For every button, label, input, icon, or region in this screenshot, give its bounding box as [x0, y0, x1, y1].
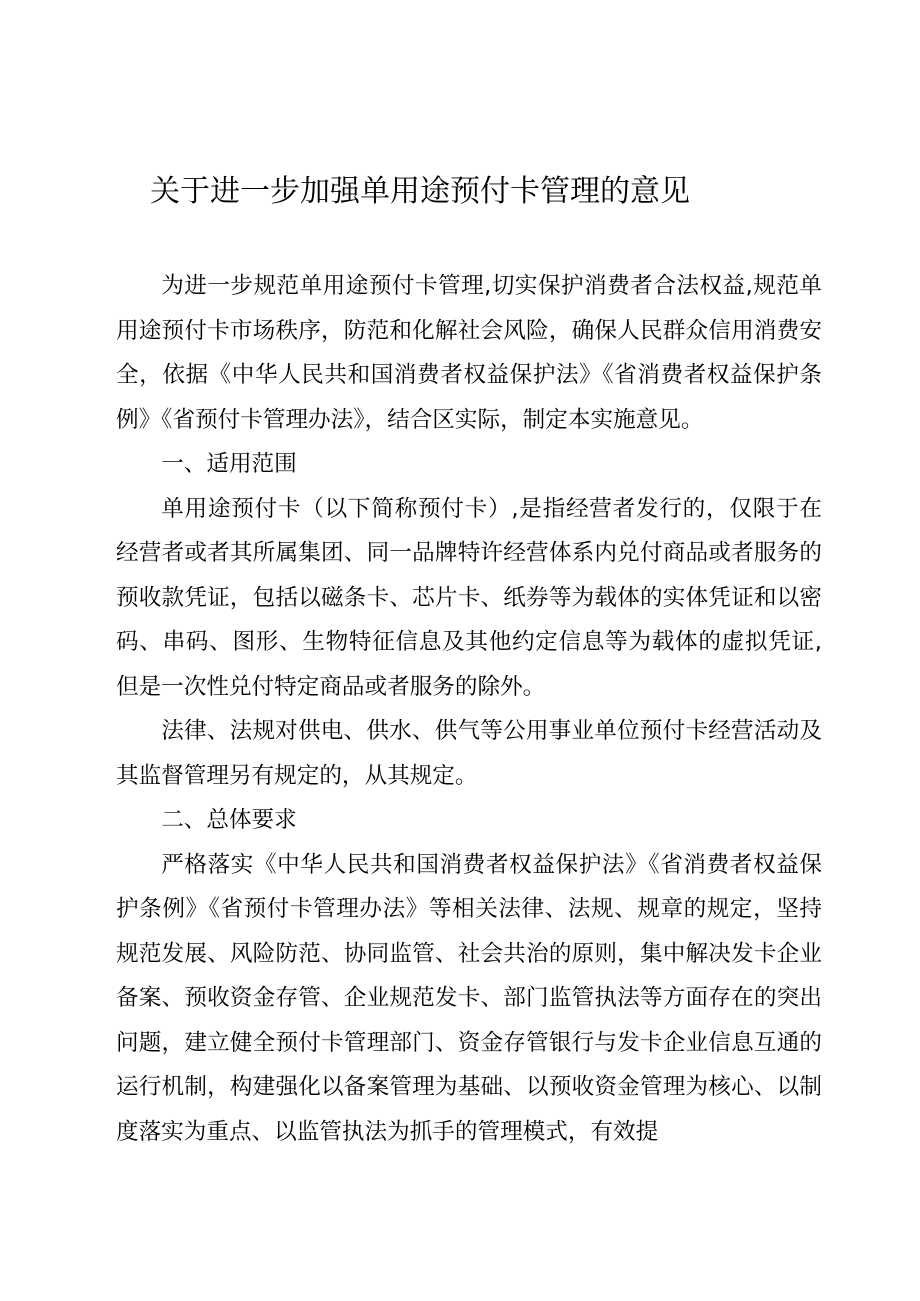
requirements-paragraph: 严格落实《中华人民共和国消费者权益保护法》《省消费者权益保护条例》《省预付卡管理办法》等相关法律、法规、规章的规定，坚持规范发展、风险防范、协同监管、社会共治的原则，集中解决发卡企业备案、预收资金存管、企业规范发卡、部门监管执法等方面存在的突出问题，建立健全预付卡管理部门、资金存管银行与发卡企业信息互通的运行机制，构建强化以备案管理为基础、以预收资金管理为核心、以制度落实为重点、以监管执法为抓手的管理模式，有效提 [116, 851, 822, 1145]
document-title: 关于进一步加强单用途预付卡管理的意见 [150, 174, 690, 209]
section-heading-scope: 一、适用范围 [161, 451, 297, 477]
scope-paragraph-exception: 法律、法规对供电、供水、供气等公用事业单位预付卡经营活动及其监督管理另有规定的，从其规定。 [116, 718, 822, 789]
document-body [116, 264, 822, 1154]
intro-paragraph: 为进一步规范单用途预付卡管理,切实保护消费者合法权益,规范单用途预付卡市场秩序，防范和化解社会风险，确保人民群众信用消费安全，依据《中华人民共和国消费者权益保护法》《省消费者权益保护条例》《省预付卡管理办法》，结合区实际，制定本实施意见。 [116, 273, 822, 433]
scope-paragraph-definition: 单用途预付卡（以下简称预付卡）,是指经营者发行的，仅限于在经营者或者其所属集团、同一品牌特许经营体系内兑付商品或者服务的预收款凭证，包括以磁条卡、芯片卡、纸券等为载体的实体凭证和以密码、串码、图形、生物特征信息及其他约定信息等为载体的虚拟凭证,但是一次性兑付特定商品或者服务的除外。 [116, 495, 822, 700]
section-heading-requirements: 二、总体要求 [161, 807, 297, 833]
